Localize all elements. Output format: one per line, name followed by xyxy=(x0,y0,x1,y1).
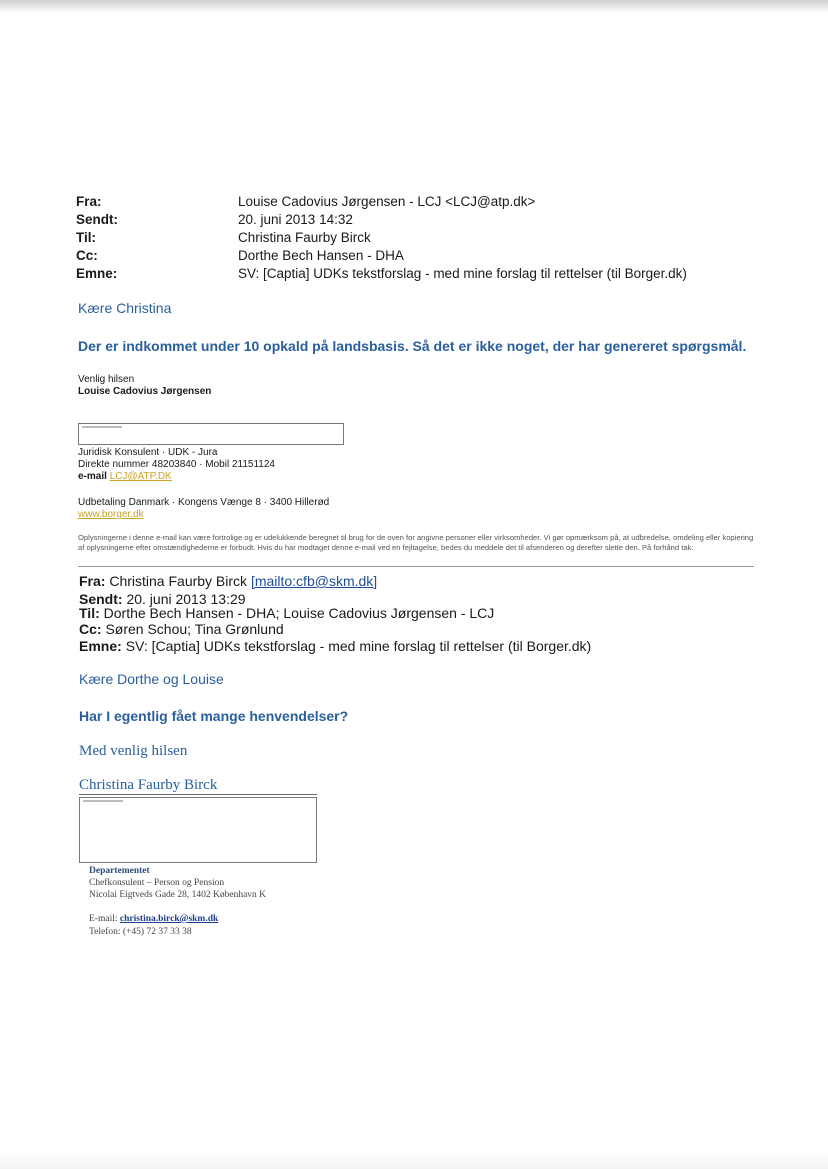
disclaimer-divider xyxy=(78,566,754,567)
email1-address-line: Udbetaling Danmark · Kongens Vænge 8 · 3400 Hillerød xyxy=(78,497,330,508)
header-sent-label: Sendt: xyxy=(76,212,118,227)
header-to-label: Til: xyxy=(76,230,96,245)
email2-from-label: Fra: xyxy=(79,573,106,589)
email1-phone-line: Direkte nummer 48203840 · Mobil 21151124 xyxy=(78,459,275,470)
email2-mailto-link[interactable]: [mailto:cfb@skm.dk] xyxy=(250,573,378,589)
email2-name-underline xyxy=(79,794,317,795)
email2-from-row xyxy=(79,572,377,590)
header-from-label: Fra: xyxy=(76,194,102,209)
email2-to-value: Dorthe Bech Hansen - DHA; Louise Cadovius Jørgensen - LCJ xyxy=(103,605,495,621)
email2-subject-row xyxy=(79,637,591,655)
email2-cc-label: Cc: xyxy=(79,621,102,637)
header-subject-label: Emne: xyxy=(76,266,118,281)
email2-closing: Med venlig hilsen xyxy=(79,743,188,759)
email1-email-link[interactable]: LCJ@ATP.DK xyxy=(109,471,172,482)
header-from-value: Louise Cadovius Jørgensen - LCJ <LCJ@atp.dk> xyxy=(238,194,536,209)
header-cc-value: Dorthe Bech Hansen - DHA xyxy=(238,248,404,263)
email2-title-line: Chefkonsulent – Person og Pension xyxy=(89,878,225,888)
email2-greeting: Kære Dorthe og Louise xyxy=(79,671,224,687)
email1-body: Der er indkommet under 10 opkald på landsbasis. Så det er ikke noget, der har genereret spørgsmål. xyxy=(78,338,747,354)
header-subject-value: SV: [Captia] UDKs tekstforslag - med mine forslag til rettelser (til Borger.dk) xyxy=(238,266,687,281)
email2-subject-value: SV: [Captia] UDKs tekstforslag - med mine forslag til rettelser (til Borger.dk) xyxy=(125,638,592,654)
email1-closing: Venlig hilsen xyxy=(78,374,135,385)
email1-disclaimer: Oplysningerne i denne e-mail kan være fortrolige og er udelukkende beregnet til brug for de oven for angivne personer eller virksomheder. Vi gør opmærksom på, at udbredelse, omdeling eller kopiering af oplysningerne efter omstændighederne er forbudt. Hvis du har modtaget denne e-mail ved en fejltagelse, bedes du meddele det til afsenderen og derefter slette den. På forhånd tak. xyxy=(78,533,754,552)
email2-sender-name: Christina Faurby Birck xyxy=(79,777,218,793)
email1-email-label: e-mail xyxy=(78,471,107,482)
email2-subject-label: Emne: xyxy=(79,638,122,654)
email2-email-label: E-mail: xyxy=(89,914,118,924)
email1-sender-name: Louise Cadovius Jørgensen xyxy=(78,386,212,397)
email1-website-link[interactable]: www.borger.dk xyxy=(78,509,144,520)
email1-greeting: Kære Christina xyxy=(78,300,172,316)
email2-department: Departementet xyxy=(89,866,150,876)
email2-email-link[interactable]: christina.birck@skm.dk xyxy=(119,914,219,924)
header-cc-label: Cc: xyxy=(76,248,98,263)
header-to-value: Christina Faurby Birck xyxy=(238,230,371,245)
email1-title-line: Juridisk Konsulent · UDK - Jura xyxy=(78,447,218,458)
email2-cc-row xyxy=(79,620,284,638)
scan-top-edge xyxy=(0,0,828,14)
email2-cc-value: Søren Schou; Tina Grønlund xyxy=(105,621,284,637)
email1-logo-placeholder xyxy=(78,423,344,445)
email1-email-line xyxy=(78,471,172,483)
email2-from-value: Christina Faurby Birck xyxy=(109,573,248,589)
email2-to-label: Til: xyxy=(79,605,100,621)
scan-bottom-edge xyxy=(0,1150,828,1169)
header-sent-value: 20. juni 2013 14:32 xyxy=(238,212,353,227)
email2-body: Har I egentlig fået mange henvendelser? xyxy=(79,708,349,724)
email2-sent-label: Sendt: xyxy=(79,591,123,607)
email2-address-line: Nicolai Eigtveds Gade 28, 1402 København K xyxy=(89,890,267,900)
email2-sent-value: 20. juni 2013 13:29 xyxy=(126,591,246,607)
email2-email-line xyxy=(89,913,218,925)
email2-phone-line: Telefon: (+45) 72 37 33 38 xyxy=(89,927,192,937)
email2-logo-placeholder xyxy=(79,797,317,863)
